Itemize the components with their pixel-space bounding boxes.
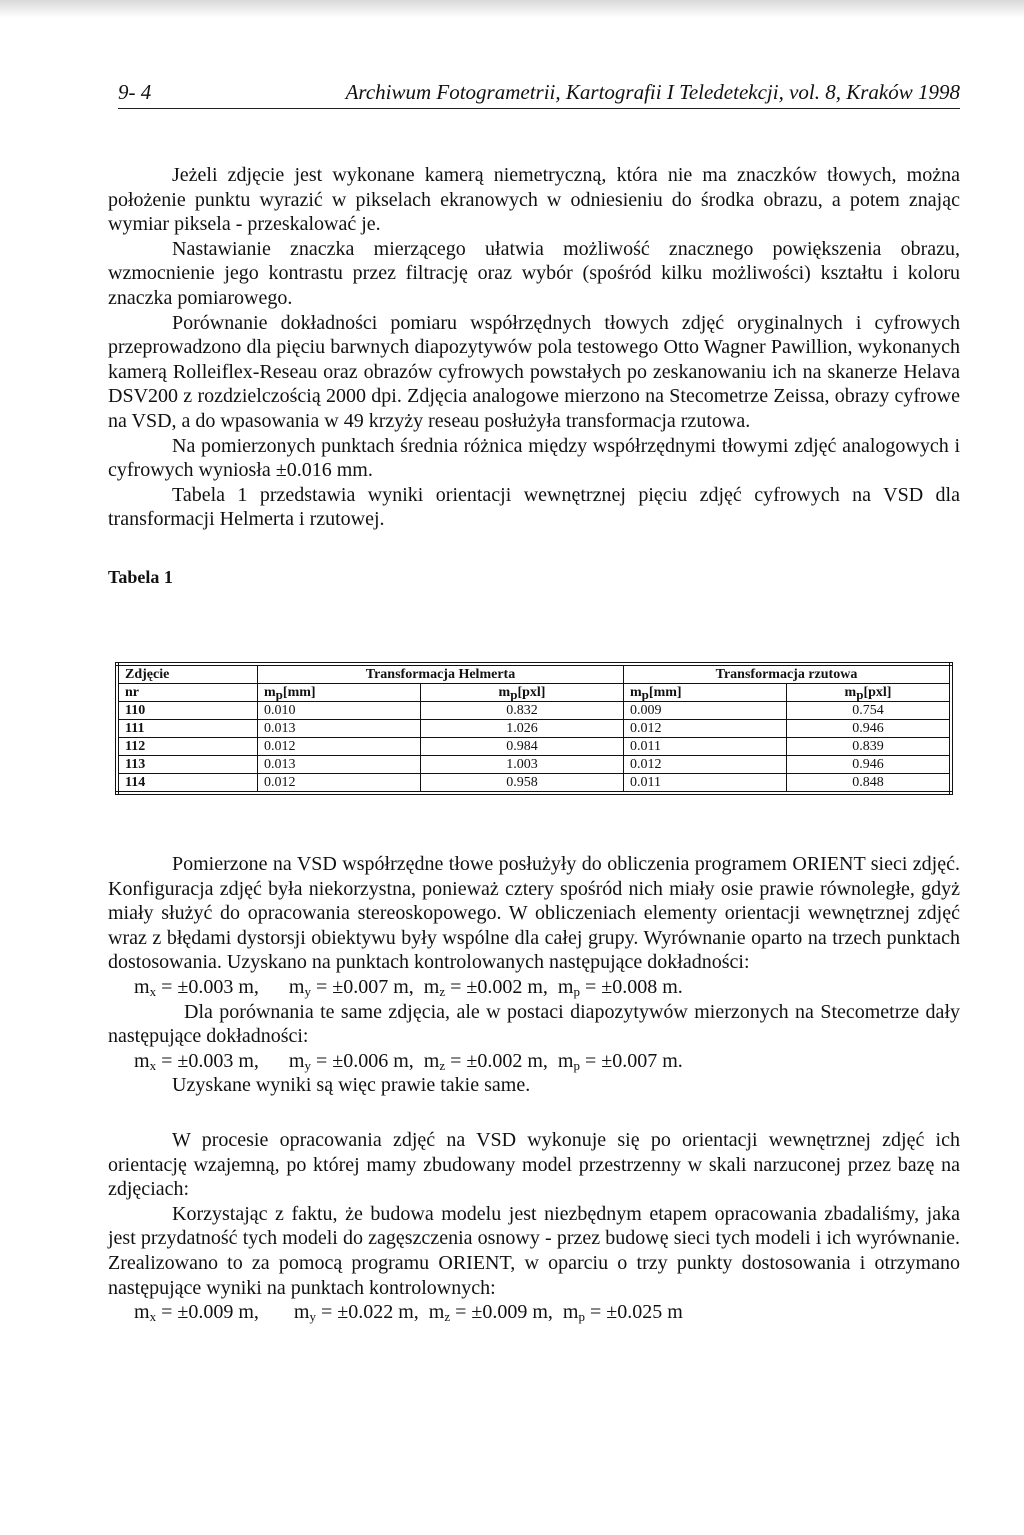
table-row xyxy=(117,720,951,738)
cell-value: 0.848 xyxy=(787,774,952,794)
cell-value: 1.026 xyxy=(421,720,624,738)
cell-value: 0.958 xyxy=(421,774,624,794)
paragraph: Dla porównania te same zdjęcia, ale w postaci diapozytywów mierzonych na Stecometrze dały następujące dokładności: xyxy=(108,1000,960,1048)
cell-value: 1.003 xyxy=(421,756,624,774)
cell-value: 0.946 xyxy=(787,720,952,738)
table-row xyxy=(117,774,951,794)
cell-nr: 113 xyxy=(117,756,258,774)
cell-value: 0.946 xyxy=(787,756,952,774)
table-row xyxy=(117,756,951,774)
cell-nr: 112 xyxy=(117,738,258,756)
table-caption: Tabela 1 xyxy=(108,566,173,587)
cell-nr: 114 xyxy=(117,774,258,794)
cell-value: 0.984 xyxy=(421,738,624,756)
accuracy-equation: $m_x = \pm 0.003$ m, $m_y = \pm 0.007$ m, $m_z = \pm 0.002$ m, $m_p = \pm 0.008$ m. xyxy=(134,975,683,999)
accuracy-equation: $m_x = \pm 0.009$ m, $m_y = \pm 0.022$ m, $m_z = \pm 0.009$ m, $m_p = \pm 0.025$ m xyxy=(134,1301,683,1325)
table-row xyxy=(117,738,951,756)
cell-value: 0.832 xyxy=(421,702,624,720)
paragraph: Korzystając z faktu, że budowa modelu jest niezbędnym etapem opracowania zbadaliśmy, jaka jest przydatność tych modeli do zagęszczenia osnowy - przez budowę sieci tych modeli i ich wyrównanie. Zrealizowano to za pomocą programu ORIENT, w oparciu o trzy punkty dostosowania i otrzymano następujące wyniki na punktach kontrolownych: xyxy=(108,1202,960,1299)
paragraph: Na pomierzonych punktach średnia różnica między współrzędnymi tłowymi zdjęć analogowych i cyfrowych wyniosła ±0.016 mm. xyxy=(108,434,960,482)
cell-value: 0.012 xyxy=(258,774,421,794)
paragraph: Porównanie dokładności pomiaru współrzędnych tłowych zdjęć oryginalnych i cyfrowych przeprowadzono dla pięciu barwnych diapozytywów pola testowego Otto Wagner Pawillion, wykonanych kamerą Rolleiflex-Reseau oraz obrazów cyfrowych powstałych po zeskanowaniu ich na skanerze Helava DSV200 z rozdzielczością 2000 dpi. Zdjęcia analogowe mierzono na Stecometrze Zeissa, obrazy cyfrowe na VSD, a do wpasowania w 49 krzyży reseau posłużyła transformacja rzutowa. xyxy=(108,311,960,432)
paragraph: Uzyskane wyniki są więc prawie takie same. xyxy=(172,1074,531,1097)
cell-value: 0.011 xyxy=(624,774,787,794)
results-table xyxy=(115,662,953,795)
col-header-mp-mm: $m_p[mm]$ xyxy=(258,684,421,702)
cell-value: 0.011 xyxy=(624,738,787,756)
group-header-projective: Transformacja rzutowa xyxy=(624,664,952,684)
cell-nr: 111 xyxy=(117,720,258,738)
cell-value: 0.009 xyxy=(624,702,787,720)
journal-title: Archiwum Fotogrametrii, Kartografii I Teledetekcji, vol. 8, Kraków 1998 xyxy=(345,80,960,104)
col-header-nr: nr xyxy=(117,684,258,702)
cell-nr: 110 xyxy=(117,702,258,720)
cell-value: 0.839 xyxy=(787,738,952,756)
paragraph: Pomierzone na VSD współrzędne tłowe posłużyły do obliczenia programem ORIENT sieci zdjęć. Konfiguracja zdjęć była niekorzystna, ponieważ cztery spośród nich miały osie prawie równoległe, gdyż miały służyć do opracowania stereoskopowego. W obliczeniach elementy orientacji wewnętrznej zdjęć wraz z błędami dystorsji obiektywu były wspólne dla całej grupy. Wyrównanie oparto na trzech punktach dostosowania. Uzyskano na punktach kontrolowanych następujące dokładności: xyxy=(108,853,960,974)
col-header-mp-pxl: $m_p[pxl]$ xyxy=(421,684,624,702)
cell-value: 0.012 xyxy=(624,720,787,738)
paragraph: W procesie opracowania zdjęć na VSD wykonuje się po orientacji wewnętrznej zdjęć ich orientację wzajemną, po której mamy zbudowany model przestrzenny w skali narzuconej przez bazę na zdjęciach: xyxy=(108,1128,960,1201)
cell-value: 0.012 xyxy=(258,738,421,756)
page-number: 9- 4 xyxy=(118,80,152,104)
col-header-photo: Zdjęcie xyxy=(117,664,258,684)
col-header-mp-mm: $m_p[mm]$ xyxy=(624,684,787,702)
paragraph: Nastawianie znaczka mierzącego ułatwia możliwość znacznego powiększenia obrazu, wzmocnienie jego kontrastu przez filtrację oraz wybór (spośród kilku możliwości) kształtu i koloru znaczka pomiarowego. xyxy=(108,237,960,309)
scan-edge-shadow xyxy=(0,0,1024,18)
paragraph: Tabela 1 przedstawia wyniki orientacji wewnętrznej pięciu zdjęć cyfrowych na VSD dla transformacji Helmerta i rzutowej. xyxy=(108,483,960,531)
group-header-helmert: Transformacja Helmerta xyxy=(258,664,624,684)
main-text-lower xyxy=(108,852,960,1325)
accuracy-equation: $m_x = \pm 0.003$ m, $m_y = \pm 0.006$ m, $m_z = \pm 0.002$ m, $m_p = \pm 0.007$ m. xyxy=(134,1049,683,1073)
main-text xyxy=(108,163,960,590)
table-subheader-row xyxy=(117,684,951,702)
table-row xyxy=(117,702,951,720)
running-header xyxy=(118,78,960,109)
col-header-mp-pxl: $m_p[pxl]$ xyxy=(787,684,952,702)
paragraph: Jeżeli zdjęcie jest wykonane kamerą niemetryczną, która nie ma znaczków tłowych, można położenie punktu wyrazić w pikselach ekranowych w odniesieniu do środka obrazu, a potem znając wymiar piksela - przeskalować je. xyxy=(108,164,960,236)
cell-value: 0.010 xyxy=(258,702,421,720)
table-header-row xyxy=(117,664,951,684)
cell-value: 0.013 xyxy=(258,756,421,774)
cell-value: 0.012 xyxy=(624,756,787,774)
cell-value: 0.013 xyxy=(258,720,421,738)
cell-value: 0.754 xyxy=(787,702,952,720)
